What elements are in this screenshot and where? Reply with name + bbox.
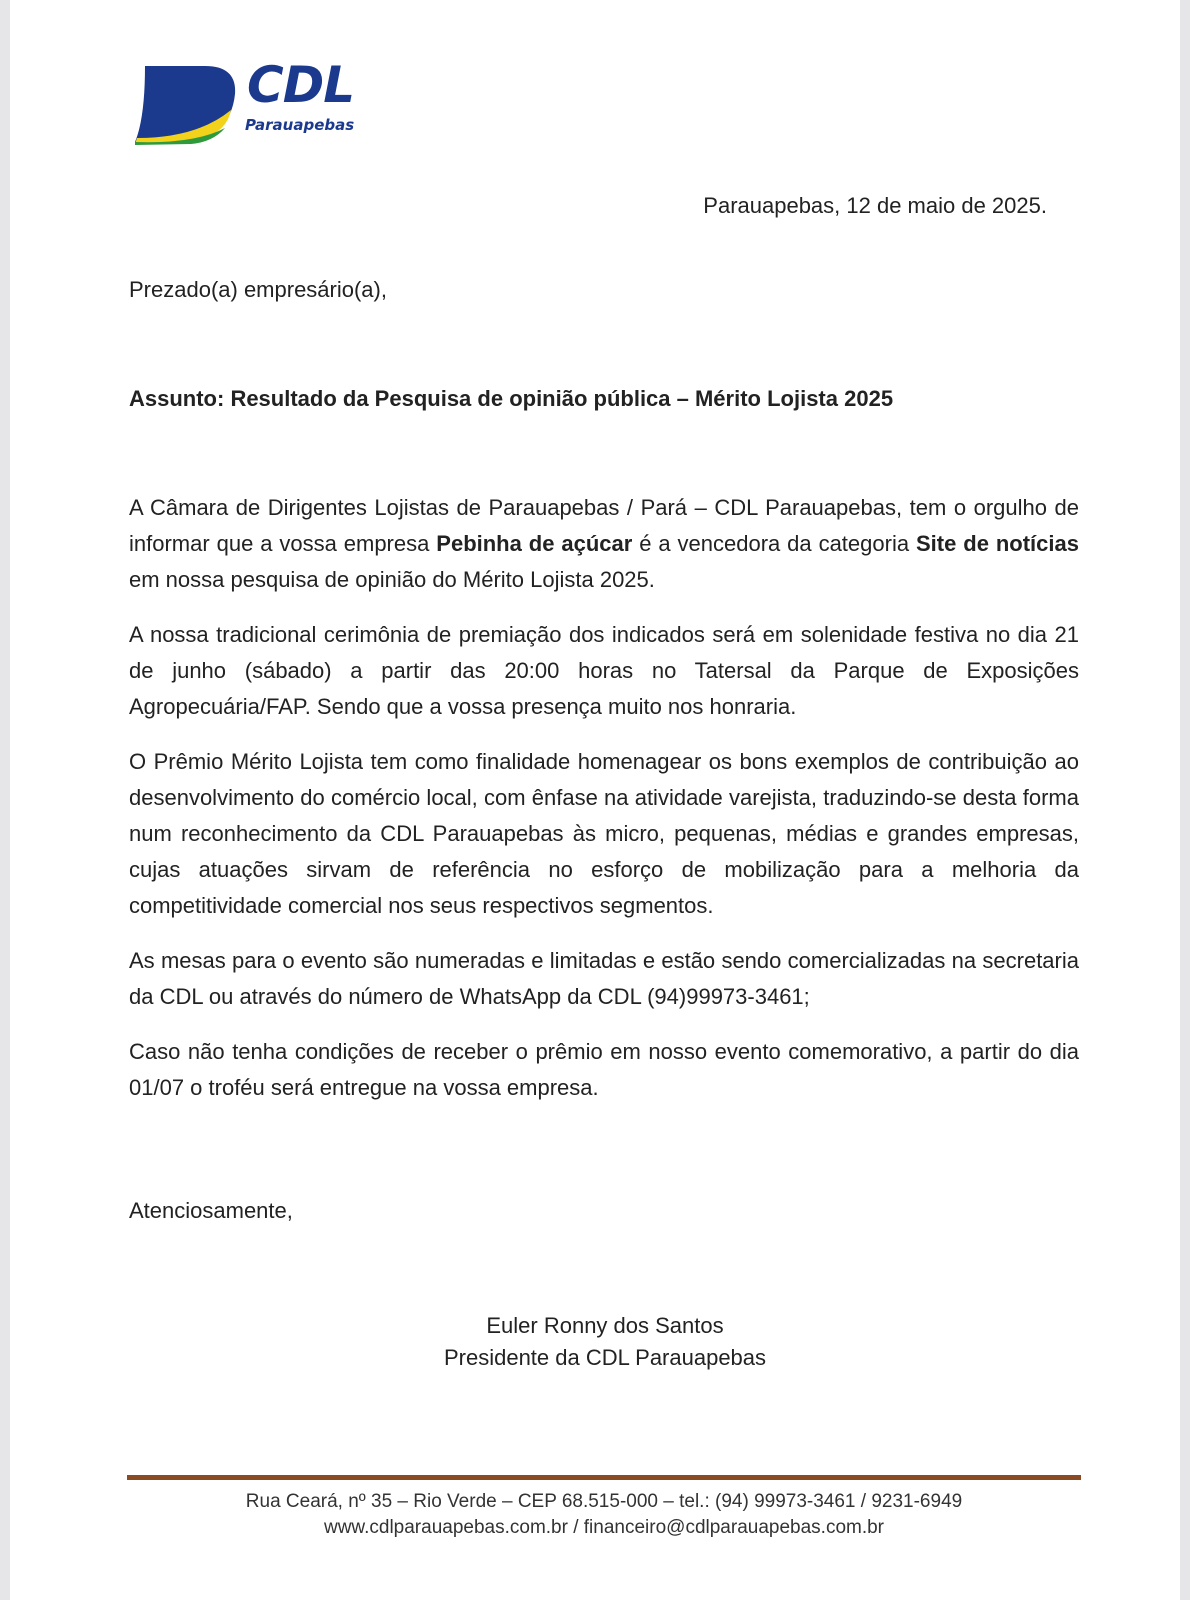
- paragraph-announcement: [129, 490, 1079, 598]
- logo-subtitle: Parauapebas: [245, 116, 355, 134]
- footer-address: Rua Ceará, nº 35 – Rio Verde – CEP 68.515-000 – tel.: (94) 99973-3461 / 9231-6949: [245, 1491, 963, 1512]
- closing: Atenciosamente,: [129, 1198, 293, 1223]
- subject-line: Assunto: Resultado da Pesquisa de opinião pública – Mérito Lojista 2025: [129, 386, 894, 411]
- paragraph-purpose: O Prêmio Mérito Lojista tem como finalidade homenagear os bons exemplos de contribuição ao desenvolvimento do comércio local, com ênfase na atividade varejista, traduzindo-se desta forma num reconhecimento da CDL Parauapebas às micro, pequenas, médias e grandes empresas, cujas atuações sirvam de referência no esforço de mobilização para a melhoria da competitividade comercial nos seus respectivos segmentos.: [129, 749, 1079, 918]
- paragraph-ceremony: A nossa tradicional cerimônia de premiação dos indicados será em solenidade festiva no dia 21 de junho (sábado) a partir das 20:00 horas no Tatersal da Parque de Exposições Agropecuária/FAP. Sendo que a vossa presença muito nos honraria.: [129, 622, 1079, 719]
- signature-block: [390, 1310, 820, 1374]
- company-name: Pebinha de açúcar: [436, 531, 633, 556]
- footer: [127, 1489, 1081, 1541]
- award-category: Site de notícias: [916, 531, 1079, 556]
- paragraph-delivery: Caso não tenha condições de receber o prêmio em nosso evento comemorativo, a partir do dia 01/07 o troféu será entregue na vossa empresa.: [129, 1039, 1079, 1100]
- paragraph1-text-3: em nossa pesquisa de opinião do Mérito Lojista 2025.: [129, 567, 655, 592]
- letter-page: [10, 0, 1180, 1600]
- footer-web: www.cdlparauapebas.com.br / financeiro@cdlparauapebas.com.br: [323, 1517, 885, 1538]
- signer-role: Presidente da CDL Parauapebas: [443, 1345, 767, 1370]
- letter-date: Parauapebas, 12 de maio de 2025.: [703, 193, 1047, 218]
- paragraph1-text-2: é a vencedora da categoria: [632, 531, 916, 556]
- paragraph-tables: As mesas para o evento são numeradas e limitadas e estão sendo comercializadas na secretaria da CDL ou através do número de WhatsApp da CDL (94)99973-3461;: [129, 948, 1079, 1009]
- letter-body: [129, 490, 1079, 1125]
- cdl-logo-mark: [135, 66, 245, 146]
- cdl-logo: [135, 56, 375, 146]
- logo-title: CDL: [247, 56, 355, 114]
- greeting: Prezado(a) empresário(a),: [129, 277, 387, 302]
- paragraph1-text: A Câmara de Dirigentes Lojistas de Parauapebas / Pará – CDL Parauapebas, tem o orgulho de informar que a vossa empresa: [129, 495, 1079, 556]
- signer-name: Euler Ronny dos Santos: [486, 1313, 724, 1338]
- footer-divider: [127, 1475, 1081, 1480]
